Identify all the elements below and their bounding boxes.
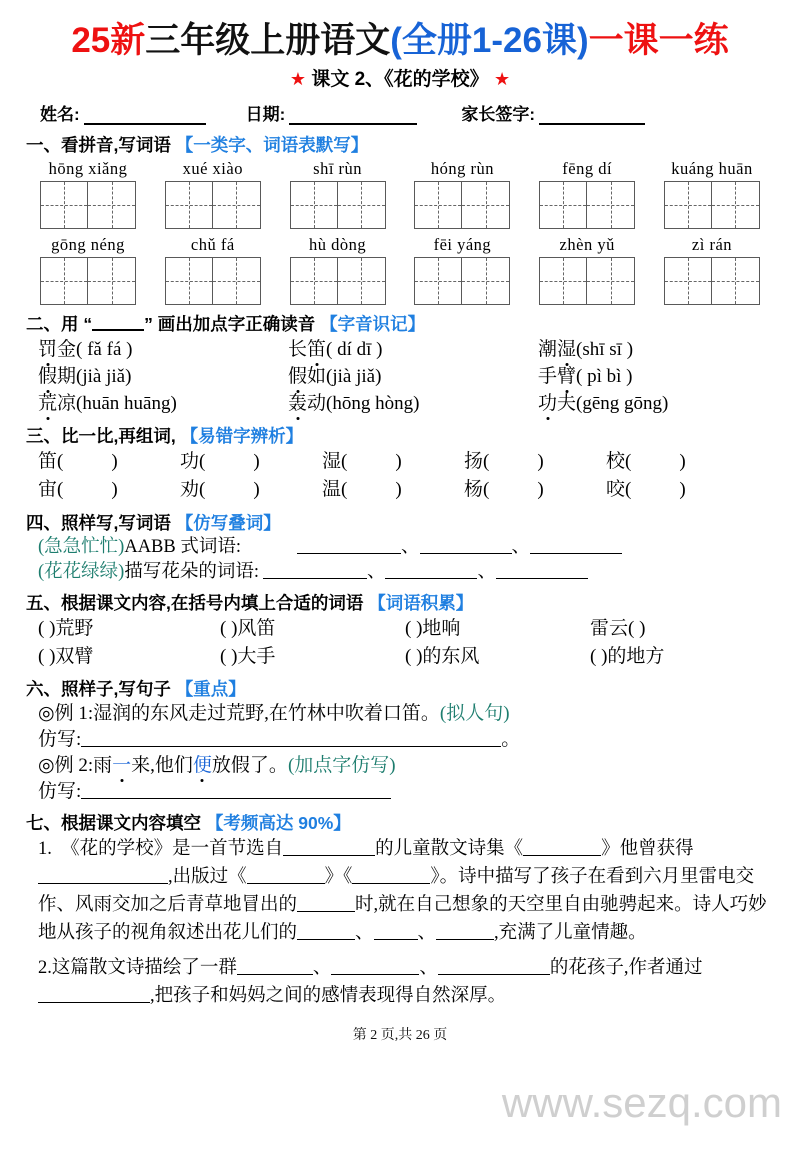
question-1	[26, 835, 774, 947]
word-fill-item[interactable]: 雷云( )	[590, 617, 646, 639]
tianzige-square[interactable]	[712, 181, 760, 229]
aabb-example: (急急忙忙)	[38, 536, 125, 557]
example-2-answer-blank[interactable]	[81, 783, 391, 799]
plain-char: 金	[57, 338, 77, 360]
tianzige-square[interactable]	[213, 257, 261, 305]
tianzige-square[interactable]	[338, 257, 386, 305]
tianzige-box[interactable]	[539, 181, 635, 229]
tianzige-box[interactable]	[664, 181, 760, 229]
name-label: 姓名:	[40, 104, 80, 124]
pronunciation-row	[26, 390, 774, 417]
section-1-tag: 【一类字、词语表默写】	[175, 134, 369, 155]
pinyin-label: shī rùn	[313, 158, 363, 178]
compare-paren-close: )	[679, 450, 686, 472]
example-2-part-3: 放假了。	[211, 754, 288, 776]
dotted-char: 臂	[557, 363, 576, 390]
tianzige-square[interactable]	[290, 257, 338, 305]
tianzige-square[interactable]	[664, 181, 712, 229]
question-1-c: 》他曾获得	[601, 838, 694, 859]
tianzige-box[interactable]	[414, 257, 510, 305]
q1-blank[interactable]	[436, 925, 494, 940]
pinyin-label: hù dòng	[309, 234, 367, 254]
example-1-note: (拟人句)	[439, 702, 510, 724]
q1-blank[interactable]	[247, 869, 325, 884]
pinyin-options[interactable]: (gēng gōng)	[576, 392, 669, 414]
q2-blank[interactable]	[331, 960, 419, 975]
pronunciation-row	[26, 336, 774, 363]
word-fill-item[interactable]: ( )双臂	[38, 645, 94, 667]
section-3-tag: 【易错字辨析】	[180, 425, 304, 446]
question-1-i: 、	[417, 922, 437, 943]
example-1-marker: ◎例 1:	[38, 702, 94, 724]
tianzige-box[interactable]	[290, 181, 386, 229]
aabb-line	[26, 535, 774, 560]
worksheet-page	[0, 22, 800, 1153]
q2-blank[interactable]	[38, 988, 150, 1003]
pronunciation-row	[26, 363, 774, 390]
word-fill-item[interactable]: ( )地响	[405, 617, 461, 639]
pinyin-cell	[154, 235, 272, 305]
tianzige-square[interactable]	[587, 257, 635, 305]
section-2-heading	[26, 311, 774, 336]
pinyin-options[interactable]: (shī sī )	[576, 338, 634, 360]
pinyin-label: xué xiào	[182, 158, 243, 178]
student-meta-row	[26, 100, 774, 125]
flower-blank[interactable]	[496, 563, 588, 579]
pinyin-grid-block	[26, 159, 774, 305]
q2-blank[interactable]	[438, 960, 550, 975]
compare-paren-close: )	[679, 478, 686, 500]
pinyin-cell	[403, 159, 521, 229]
section-3-heading	[26, 423, 774, 448]
pinyin-label: chǔ fá	[190, 234, 235, 254]
pronunciation-item[interactable]	[288, 336, 538, 363]
compare-row-1	[26, 448, 774, 476]
section-6-tag: 【重点】	[175, 678, 246, 699]
pronunciation-item[interactable]	[538, 390, 668, 417]
section-6-heading	[26, 676, 774, 701]
flower-example: (花花绿绿)	[38, 561, 125, 582]
section-1-number: 一、	[26, 134, 61, 155]
title-part-red-2: 一课一练	[588, 21, 729, 60]
compare-char: 湿(	[322, 450, 348, 472]
pinyin-label: fēng dí	[562, 158, 613, 178]
dotted-char: 荒	[38, 390, 57, 417]
section-5-heading	[26, 590, 774, 615]
section-7-title: 根据课文内容填空	[61, 812, 201, 833]
pinyin-cell	[154, 159, 272, 229]
underline-mark	[92, 318, 144, 331]
section-5-tag: 【词语积累】	[368, 592, 474, 613]
section-7-number: 七、	[26, 812, 61, 833]
page-title	[26, 22, 774, 60]
compare-paren-close: )	[111, 478, 118, 500]
flower-sep: 、	[366, 561, 386, 582]
compare-paren-close: )	[537, 478, 544, 500]
section-2-tag: 【字音识记】	[320, 313, 426, 334]
pinyin-cell	[653, 159, 771, 229]
example-2-marker: ◎例 2:	[38, 754, 94, 776]
pinyin-label: gōng néng	[51, 234, 125, 254]
word-fill-row-1	[26, 615, 774, 643]
q1-blank[interactable]	[297, 897, 355, 912]
question-2-d: 的花孩子,作者通过	[549, 957, 703, 978]
compare-char: 扬(	[464, 450, 490, 472]
pinyin-label: hōng xiǎng	[48, 158, 128, 178]
dotted-char: 笛	[307, 336, 326, 363]
tianzige-box[interactable]	[664, 257, 760, 305]
tianzige-square[interactable]	[539, 181, 587, 229]
compare-paren-close: )	[395, 478, 402, 500]
parent-signature-label: 家长签字:	[461, 104, 536, 124]
compare-char: 校(	[606, 450, 632, 472]
lesson-subtitle-text: 课文 2、《花的学校》	[311, 68, 489, 90]
title-part-red-1: 25新	[71, 21, 146, 60]
watermark: www.sezq.com	[501, 1079, 782, 1126]
flower-blank[interactable]	[263, 563, 367, 579]
compare-paren-close: )	[537, 450, 544, 472]
pinyin-cell	[403, 235, 521, 305]
compare-item[interactable]	[322, 476, 464, 504]
plain-char: 潮	[538, 338, 558, 360]
tianzige-square[interactable]	[462, 257, 510, 305]
dotted-char: 湿	[557, 336, 576, 363]
section-2-title-a: 用 “	[61, 313, 93, 334]
compare-paren-close: )	[253, 450, 260, 472]
question-1-g: 时,就在自己想象的天空里自由驰骋起来。诗人巧妙地从孩子的视角叙述出花儿们的	[38, 894, 767, 943]
q2-blank[interactable]	[237, 960, 313, 975]
tianzige-box[interactable]	[414, 181, 510, 229]
tianzige-square[interactable]	[587, 181, 635, 229]
compare-paren-close: )	[253, 478, 260, 500]
pinyin-options[interactable]: (jià jiǎ)	[76, 365, 132, 387]
pinyin-cell	[279, 235, 397, 305]
example-2-part-2: 来,他们	[131, 754, 193, 776]
section-6-number: 六、	[26, 678, 61, 699]
pinyin-label: zhèn yǔ	[559, 234, 615, 254]
plain-char: 期	[57, 365, 77, 387]
dotted-char: 假	[288, 363, 307, 390]
question-1-b: 的儿童散文诗集《	[375, 838, 524, 859]
compare-row-2	[26, 476, 774, 504]
question-1-number: 1.	[38, 838, 52, 859]
name-field-group	[40, 100, 206, 125]
star-icon-right: ★	[493, 68, 511, 89]
tianzige-square[interactable]	[88, 181, 136, 229]
tianzige-square[interactable]	[414, 257, 462, 305]
flower-words-line	[26, 560, 774, 585]
example-1-answer-line	[26, 727, 774, 753]
section-7-heading	[26, 810, 774, 835]
tianzige-square[interactable]	[290, 181, 338, 229]
aabb-blank[interactable]	[420, 538, 512, 554]
compare-char: 咬(	[606, 478, 632, 500]
q1-blank[interactable]	[352, 869, 430, 884]
compare-char: 劝(	[180, 478, 206, 500]
flower-blank[interactable]	[385, 563, 477, 579]
word-fill-item[interactable]: ( )的地方	[590, 645, 665, 667]
section-2-number: 二、	[26, 313, 61, 334]
parent-signature-line[interactable]	[539, 109, 645, 125]
title-part-black: 三年级上册语文	[145, 21, 391, 60]
section-5-title: 根据课文内容,在括号内填上合适的词语	[61, 592, 364, 613]
date-input-line[interactable]	[289, 109, 417, 125]
tianzige-square[interactable]	[88, 257, 136, 305]
lesson-subtitle	[26, 64, 774, 91]
dotted-char: 罚	[38, 336, 57, 363]
question-1-j: ,充满了儿童情趣。	[494, 922, 647, 943]
dotted-char: 假	[38, 363, 57, 390]
tianzige-square[interactable]	[414, 181, 462, 229]
compare-item[interactable]	[180, 448, 322, 476]
compare-paren-close: )	[111, 450, 118, 472]
flower-prompt: 描写花朵的词语:	[124, 561, 259, 582]
compare-item[interactable]	[464, 448, 606, 476]
aabb-sep: 、	[401, 536, 420, 557]
plain-char: 动	[307, 392, 327, 414]
pronunciation-item[interactable]	[288, 390, 538, 417]
aabb-blank[interactable]	[530, 538, 622, 554]
pinyin-cell	[29, 159, 147, 229]
pronunciation-item[interactable]	[38, 363, 288, 390]
pinyin-options[interactable]: (jià jiǎ)	[326, 365, 382, 387]
title-part-blue: (全册1-26课)	[390, 21, 589, 60]
dotted-char: 功	[538, 390, 557, 417]
word-fill-item[interactable]: ( )风笛	[220, 617, 276, 639]
question-1-h: 、	[355, 922, 374, 943]
tianzige-square[interactable]	[712, 257, 760, 305]
example-1-answer-label: 仿写:	[38, 728, 82, 750]
question-1-d: ,出版过《	[168, 866, 247, 887]
compare-char: 功(	[180, 450, 206, 472]
pinyin-options[interactable]: (hōng hòng)	[326, 392, 420, 414]
pinyin-row-2	[26, 235, 774, 305]
q1-blank[interactable]	[374, 925, 418, 940]
pinyin-label: kuáng huān	[671, 158, 753, 178]
tianzige-box[interactable]	[165, 257, 261, 305]
example-1-answer-blank[interactable]	[81, 731, 501, 747]
aabb-sep: 、	[511, 536, 531, 557]
pinyin-cell	[528, 159, 646, 229]
section-3-number: 三、	[26, 425, 61, 446]
word-fill-item[interactable]: ( )荒野	[38, 617, 94, 639]
pronunciation-item[interactable]	[38, 336, 288, 363]
example-1-text: 湿润的东风走过荒野,在竹林中吹着口笛。	[93, 702, 440, 724]
compare-char: 杨(	[464, 478, 490, 500]
question-1-f: 》。诗中描写了孩子在看到六月里雷电交作、风雨交加之后青草地冒出的	[38, 866, 755, 915]
tianzige-box[interactable]	[539, 257, 635, 305]
compare-item[interactable]	[606, 476, 748, 504]
compare-item[interactable]	[322, 448, 464, 476]
section-1-heading	[26, 132, 774, 157]
question-2-b: 、	[312, 957, 332, 978]
compare-char: 笛(	[38, 450, 64, 472]
tianzige-square[interactable]	[539, 257, 587, 305]
pinyin-options[interactable]: ( dí dī )	[326, 338, 383, 360]
word-fill-item[interactable]: ( )大手	[220, 645, 276, 667]
aabb-prompt: AABB 式词语:	[124, 536, 241, 557]
dotted-char-yi: 一	[112, 753, 131, 779]
compare-item[interactable]	[464, 476, 606, 504]
pronunciation-item[interactable]	[538, 336, 633, 363]
dotted-char: 轰	[288, 390, 307, 417]
tianzige-box[interactable]	[290, 257, 386, 305]
plain-char: 凉	[57, 392, 77, 414]
tianzige-box[interactable]	[165, 181, 261, 229]
compare-paren-close: )	[395, 450, 402, 472]
compare-char: 温(	[322, 478, 348, 500]
dotted-char-bian: 便	[193, 753, 212, 779]
example-2-note: (加点字仿写)	[287, 754, 396, 776]
pinyin-options[interactable]: (huān huāng)	[76, 392, 177, 414]
plain-char: 夫	[557, 392, 577, 414]
plain-char: 长	[288, 338, 308, 360]
pinyin-cell	[528, 235, 646, 305]
section-3-title: 比一比,再组词,	[61, 425, 176, 446]
page-footer: 第 2 页,共 26 页	[352, 1027, 448, 1043]
section-5-number: 五、	[26, 592, 61, 613]
star-icon-left: ★	[289, 68, 307, 89]
pinyin-label: hóng rùn	[430, 158, 494, 178]
question-1-e: 》《	[324, 866, 353, 887]
tianzige-box[interactable]	[40, 257, 136, 305]
tianzige-box[interactable]	[40, 181, 136, 229]
section-4-tag: 【仿写叠词】	[175, 512, 281, 533]
example-2-answer-line	[26, 779, 774, 805]
section-1-title: 看拼音,写词语	[61, 134, 171, 155]
date-field-group	[246, 100, 418, 125]
pinyin-label: fēi yáng	[433, 234, 492, 254]
example-1-period: 。	[501, 728, 521, 750]
pronunciation-item[interactable]	[538, 363, 633, 390]
plain-char: 手	[538, 365, 558, 387]
name-input-line[interactable]	[84, 109, 206, 125]
q1-blank[interactable]	[283, 841, 375, 856]
example-2-answer-label: 仿写:	[38, 780, 82, 802]
tianzige-square[interactable]	[664, 257, 712, 305]
q1-blank[interactable]	[297, 925, 355, 940]
pinyin-cell	[653, 235, 771, 305]
parent-field-group	[461, 100, 645, 125]
pinyin-row-1	[26, 159, 774, 229]
question-2	[26, 954, 774, 1010]
tianzige-square[interactable]	[462, 181, 510, 229]
word-fill-row-2	[26, 643, 774, 671]
tianzige-square[interactable]	[338, 181, 386, 229]
pinyin-options[interactable]: ( pì bì )	[576, 365, 633, 387]
word-fill-item[interactable]: ( )的东风	[405, 645, 480, 667]
pronunciation-item[interactable]	[38, 390, 288, 417]
section-4-title: 照样写,写词语	[61, 512, 171, 533]
question-2-a: 这篇散文诗描绘了一群	[51, 957, 237, 978]
section-7-tag: 【考频高达 90%】	[205, 812, 351, 833]
question-2-c: 、	[419, 957, 438, 978]
compare-char: 宙(	[38, 478, 64, 500]
tianzige-square[interactable]	[165, 257, 213, 305]
compare-item[interactable]	[38, 476, 180, 504]
pinyin-options[interactable]: ( fǎ fá )	[76, 338, 133, 360]
example-1-line	[26, 701, 774, 727]
compare-item[interactable]	[180, 476, 322, 504]
pronunciation-item[interactable]	[288, 363, 538, 390]
section-6-title: 照样子,写句子	[61, 678, 171, 699]
section-4-heading	[26, 510, 774, 535]
plain-char: 如	[307, 365, 327, 387]
question-1-a: 《花的学校》是一首节选自	[61, 838, 284, 859]
compare-item[interactable]	[606, 448, 748, 476]
aabb-blank[interactable]	[297, 538, 401, 554]
q1-blank[interactable]	[38, 869, 168, 884]
compare-item[interactable]	[38, 448, 180, 476]
tianzige-square[interactable]	[40, 257, 88, 305]
pinyin-cell	[29, 235, 147, 305]
question-2-e: ,把孩子和妈妈之间的感情表现得自然深厚。	[150, 985, 507, 1006]
example-2-part-1: 雨	[93, 754, 113, 776]
tianzige-square[interactable]	[165, 181, 213, 229]
q1-blank[interactable]	[523, 841, 601, 856]
pinyin-cell	[279, 159, 397, 229]
flower-sep: 、	[477, 561, 496, 582]
section-2-title-b: ” 画出加点字正确读音	[144, 313, 316, 334]
pinyin-label: zì rán	[691, 234, 733, 254]
tianzige-square[interactable]	[213, 181, 261, 229]
section-4-number: 四、	[26, 512, 61, 533]
question-2-number: 2.	[38, 957, 52, 978]
date-label: 日期:	[245, 104, 286, 124]
example-2-line	[26, 753, 774, 779]
tianzige-square[interactable]	[40, 181, 88, 229]
